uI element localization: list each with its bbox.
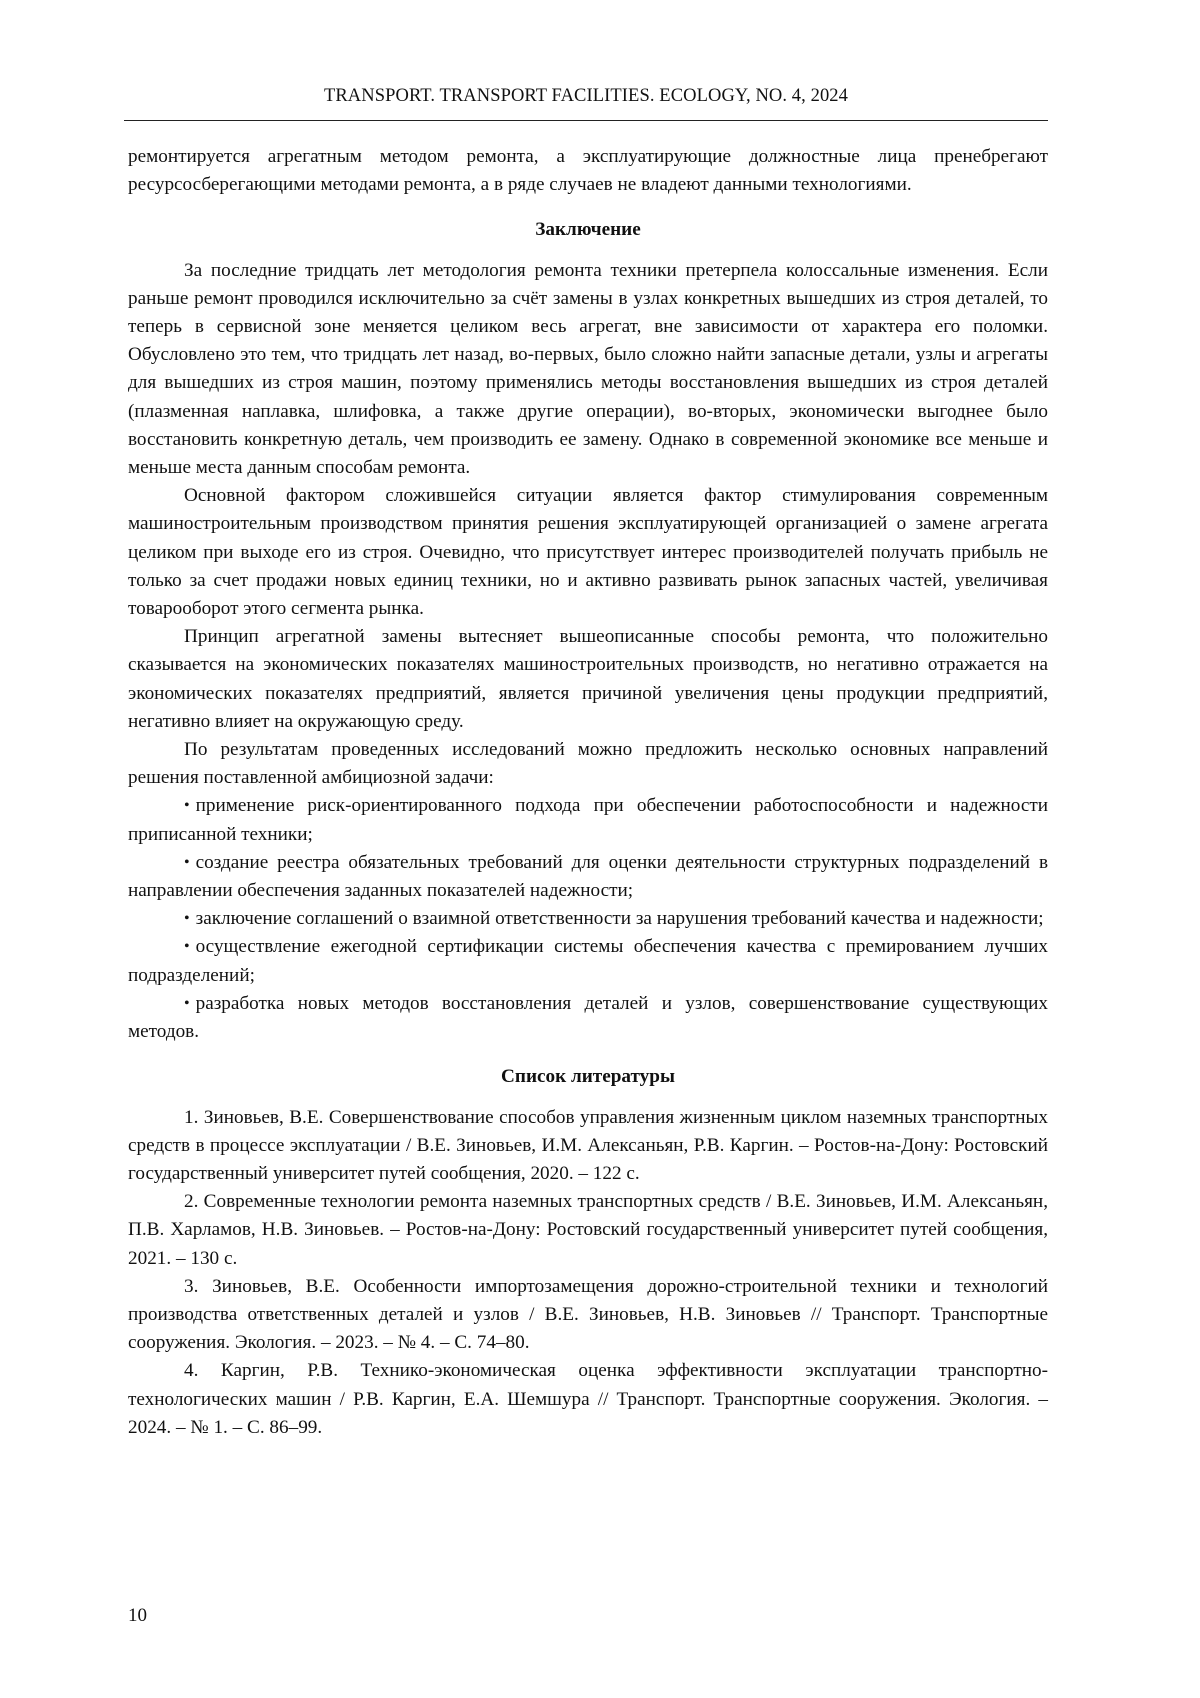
- bullet-text: разработка новых методов восстановления деталей и узлов, совершенствование существующих методов.: [128, 992, 1048, 1043]
- bullet-item: [128, 990, 1048, 1046]
- reference-item: 1. Зиновьев, В.Е. Совершенствование способов управления жизненным циклом наземных транспортных средств в процессе эксплуатации / В.Е. Зиновьев, И.М. Алексаньян, Р.В. Каргин. – Ростов-на-Дону: Ростовский государственный университет путей сообщения, 2020. – 122 с.: [128, 1106, 1048, 1184]
- spacer: [128, 1092, 1048, 1104]
- header-rule: [124, 120, 1048, 121]
- intro-paragraph: ремонтируется агрегатным методом ремонта, а эксплуатирующие должностные лица пренебрегают ресурсосберегающими методами ремонта, а в ряде случаев не владеют данными технологиями.: [128, 146, 1048, 196]
- conclusion-paragraph: Принцип агрегатной замены вытесняет вышеописанные способы ремонта, что положительно сказывается на экономических показателях машиностроительных производств, но негативно отражается на экономических показателях предприятий, является причиной увеличения цены продукции предприятий, негативно влияет на окружающую среду.: [128, 626, 1048, 732]
- conclusion-paragraph: Основной фактором сложившейся ситуации является фактор стимулирования современным машиностроительным производством принятия решения эксплуатирующей организацией о замене агрегата целиком при выходе его из строя. Очевидно, что присутствует интерес производителей получать прибыль не только за счет продажи новых единиц техники, но и активно развивать рынок запасных частей, увеличивая товарооборот этого сегмента рынка.: [128, 485, 1048, 620]
- conclusion-paragraph: По результатам проведенных исследований можно предложить несколько основных направлений решения поставленной амбициозной задачи:: [128, 739, 1048, 789]
- bullet-text: заключение соглашений о взаимной ответственности за нарушения требований качества и надежности;: [195, 908, 1044, 930]
- reference-item: 2. Современные технологии ремонта наземных транспортных средств / В.Е. Зиновьев, И.М. Алексаньян, П.В. Харламов, Н.В. Зиновьев. – Ростов-на-Дону: Ростовский государственный университет путей сообщения, 2021. – 130 с.: [128, 1191, 1048, 1269]
- bullet-icon: •: [184, 994, 190, 1012]
- running-header: TRANSPORT. TRANSPORT FACILITIES. ECOLOGY, NO. 4, 2024: [323, 86, 849, 106]
- reference-item: 4. Каргин, Р.В. Технико-экономическая оценка эффективности эксплуатации транспортно-технологических машин / Р.В. Каргин, Е.А. Шемшура // Транспорт. Транспортные сооружения. Экология. – 2024. – № 1. – С. 86–99.: [128, 1360, 1048, 1438]
- conclusion-paragraph: За последние тридцать лет методология ремонта техники претерпела колоссальные изменения. Если раньше ремонт проводился исключительно за счёт замены в узлах конкретных вышедших из строя деталей, то теперь в сервисной зоне меняется целиком весь агрегат, вне зависимости от характера его поломки. Обусловлено это тем, что тридцать лет назад, во-первых, было сложно найти запасные детали, узлы и агрегаты для вышедших из строя машин, поэтому применялись методы восстановления вышедших из строя деталей (плазменная наплавка, шлифовка, а также другие операции), во-вторых, экономически выгоднее было восстановить конкретную деталь, чем производить ее замену. Однако в современной экономике все меньше и меньше места данным способам ремонта.: [128, 259, 1048, 479]
- conclusion-heading: Заключение: [535, 219, 641, 241]
- bullet-icon: •: [184, 938, 190, 956]
- bullet-icon: •: [184, 797, 190, 815]
- article-body: [128, 143, 1048, 1442]
- reference-item: 3. Зиновьев, В.Е. Особенности импортозамещения дорожно-строительной техники и технологий производства ответственных деталей и узлов / В.Е. Зиновьев, Н.В. Зиновьев // Транспорт. Транспортные сооружения. Экология. – 2023. – № 4. – С. 74–80.: [128, 1275, 1048, 1354]
- bullet-item: [128, 849, 1048, 905]
- bullet-item: [128, 933, 1048, 989]
- references-heading: Список литературы: [501, 1066, 675, 1088]
- bullet-text: создание реестра обязательных требований для оценки деятельности структурных подразделений в направлении обеспечения заданных показателей надежности;: [128, 851, 1048, 902]
- bullet-text: осуществление ежегодной сертификации системы обеспечения качества с премированием лучших подразделений;: [128, 936, 1048, 986]
- spacer: [128, 1046, 1048, 1063]
- bullet-item: [128, 792, 1048, 848]
- page-number: 10: [128, 1605, 147, 1626]
- bullet-item: [128, 905, 1048, 933]
- bullet-text: применение риск-ориентированного подхода при обеспечении работоспособности и надежности приписанной техники;: [128, 795, 1048, 845]
- spacer: [128, 199, 1048, 216]
- bullet-icon: •: [184, 853, 190, 871]
- spacer: [128, 245, 1048, 257]
- bullet-icon: •: [184, 910, 190, 928]
